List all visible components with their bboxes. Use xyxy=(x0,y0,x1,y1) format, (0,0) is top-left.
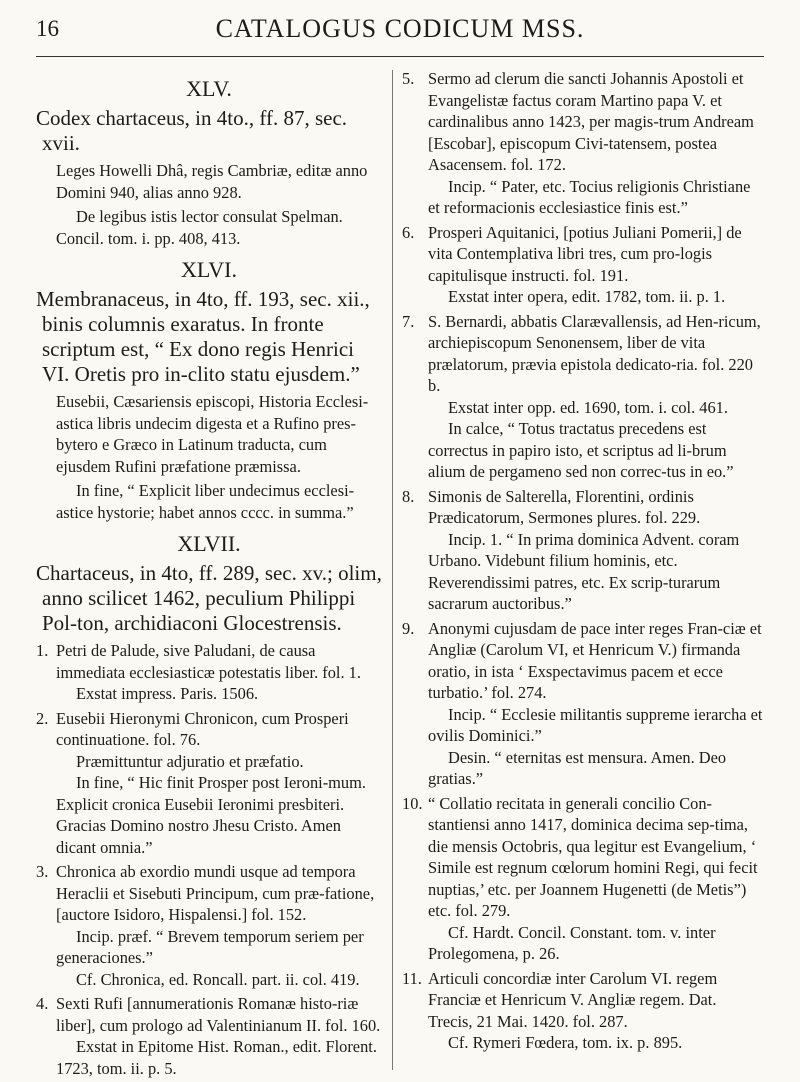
item-text: Articuli concordiæ inter Carolum VI. regem Franciæ et Henricum V. Angliæ regem. Dat. Trecis, 21 Mai. 1420. fol. 287. xyxy=(428,968,718,1031)
item-text: Exstat inter opera, edit. 1782, tom. ii. p. 1. xyxy=(448,287,726,306)
running-title: CATALOGUS CODICUM MSS. xyxy=(215,14,585,43)
item-text: Exstat inter opp. ed. 1690, tom. i. col. 461. xyxy=(448,397,728,417)
list-item xyxy=(402,222,764,308)
entry-heading-xlv: XLV. xyxy=(186,76,232,101)
entry-lead-xlvii: Chartaceus, in 4to, ff. 289, sec. xv.; olim, anno scilicet 1462, peculium Philippi Pol-ton, archidiaconi Glocestrensis. xyxy=(36,561,382,635)
item-text: Cf. Rymeri Fœdera, tom. ix. p. 895. xyxy=(448,1033,683,1052)
item-text: Sermo ad clerum die sancti Johannis Apostoli et Evangelistæ factus coram Martino papa V. et cardinalibus anno 1423, per magis-trum Andream [Escobar], episcopum Civi-tatensem, postea Asacensem. fol. 172. xyxy=(428,69,754,174)
item-number: 5. xyxy=(402,69,415,88)
right-column xyxy=(402,68,764,1057)
list-item xyxy=(402,793,764,965)
item-text: Incip. “ Ecclesie militantis suppreme ierarcha et ovilis Dominici.” xyxy=(428,704,763,745)
item-text: Prosperi Aquitanici, [potius Juliani Pomerii,] de vita Contemplativa libri tres, cum pro-logis capitulisque instructi. fol. 191. xyxy=(428,222,742,285)
item-number: 7. xyxy=(402,311,415,331)
list-item xyxy=(402,311,764,483)
item-text: Chronica ab exordio mundi usque ad tempora Heraclii et Sisebuti Principum, cum præ-fatione, [auctore Isidoro, Hispalensi.] fol. 152. xyxy=(56,862,375,924)
item-text: Cf. Hardt. Concil. Constant. tom. v. inter Prolegomena, p. 26. xyxy=(428,922,716,963)
item-number: 2. xyxy=(36,708,49,728)
column-divider xyxy=(392,70,393,1070)
item-text: Incip. 1. “ In prima dominica Advent. coram Urbano. Videbunt filium hominis, etc. Reverendissimi patres, etc. Ex scrip-turarum sacrarum auctoribus.” xyxy=(428,529,740,613)
item-text: Anonymi cujusdam de pace inter reges Fran-ciæ et Angliæ (Carolum VI, et Henricum V.) firmanda oratio, in ista ‘ Exspectavimus pacem et ecce turbatio.’ fol. 274. xyxy=(428,618,762,702)
list-item xyxy=(36,993,382,1079)
entry-heading-xlvii: XLVII. xyxy=(177,531,241,556)
item-text: Petri de Palude, sive Paludani, de causa immediata ecclesiasticæ potestatis liber. fol. 1. xyxy=(56,641,361,682)
list-item xyxy=(36,861,382,990)
item-text: Sexti Rufi [annumerationis Romanæ histo-riæ liber], cum prologo ad Valentinianum II. fol. 160. xyxy=(56,994,381,1035)
item-number: 8. xyxy=(402,486,415,506)
paragraph: Eusebii, Cæsariensis episcopi, Historia Ecclesi-astica libris undecim digesta et a Rufino pres-bytero e Græco in Latinum traducta, cum ejusdem Rufini præfatione præmissa. xyxy=(56,392,369,476)
item-number: 10. xyxy=(402,793,423,813)
item-text: In fine, “ Hic finit Prosper post Ieroni-mum. Explicit cronica Eusebii Ieronimi presbiteri. Gracias Domino nostro Jhesu Cristo. Amen dicant omnia.” xyxy=(56,773,366,857)
list-item xyxy=(402,68,764,219)
list-item xyxy=(402,486,764,615)
item-number: 4. xyxy=(36,994,49,1013)
page-header xyxy=(0,0,800,60)
item-text: Eusebii Hieronymi Chronicon, cum Prosperi continuatione. fol. 76. xyxy=(56,708,349,749)
item-number: 9. xyxy=(402,618,415,638)
item-text: Incip. præf. “ Brevem temporum seriem per generaciones.” xyxy=(56,926,364,967)
item-text: Desin. “ eternitas est mensura. Amen. Deo gratias.” xyxy=(428,747,727,788)
list-item xyxy=(402,968,764,1054)
item-text: “ Collatio recitata in generali concilio Con-stantiensi anno 1417, dominica decima sep-tima, die mensis Octobris, qua legitur est Evangelium, ‘ Simile est regnum cœlorum homini Regi, qui fecit nuptias,’ etc. per Joannem Hugenetti (de Metis”) etc. fol. 279. xyxy=(428,793,758,920)
paragraph: Leges Howelli Dhâ, regis Cambriæ, editæ anno Domini 940, alias anno 928. xyxy=(56,161,368,202)
item-text: Simonis de Salterella, Florentini, ordinis Prædicatorum, Sermones plures. fol. 229. xyxy=(428,486,701,527)
item-text: Cf. Chronica, ed. Roncall. part. ii. col. 419. xyxy=(76,969,360,989)
item-text: S. Bernardi, abbatis Clarævallensis, ad Hen-ricum, archiepiscopum Senonensem, liber de vita prælatorum, prævia epistola dedicato-ria. fol. 220 b. xyxy=(428,311,761,395)
item-text: Exstat in Epitome Hist. Roman., edit. Florent. 1723, tom. ii. p. 5. xyxy=(56,1037,377,1078)
left-column xyxy=(36,68,382,1082)
item-text: Exstat impress. Paris. 1506. xyxy=(76,684,259,703)
entry-lead-xlv: Codex chartaceus, in 4to., ff. 87, sec. xvii. xyxy=(36,106,348,155)
list-item xyxy=(36,708,382,859)
header-rule xyxy=(36,56,764,57)
item-number: 1. xyxy=(36,641,49,660)
item-text: In calce, “ Totus tractatus precedens est correctus in papiro isto, et scriptus ad li-brum alium de pergameno sed non correc-tus in eo.” xyxy=(428,419,734,481)
entry-lead-xlvi: Membranaceus, in 4to, ff. 193, sec. xii., binis columnis exaratus. In fronte scriptum est, “ Ex dono regis Henrici VI. Oretis pro in-clito statu ejusdem.” xyxy=(36,287,370,386)
list-item xyxy=(402,618,764,790)
item-text: Præmittuntur adjuratio et præfatio. xyxy=(76,751,304,771)
list-item xyxy=(36,640,382,705)
paragraph: De legibus istis lector consulat Spelman. Concil. tom. i. pp. 408, 413. xyxy=(56,207,343,248)
item-number: 11. xyxy=(402,968,422,988)
entry-heading-xlvi: XLVI. xyxy=(180,257,238,282)
item-text: Incip. “ Pater, etc. Tocius religionis Christiane et reformacionis ecclesiastice finis est.” xyxy=(428,176,751,217)
paragraph: In fine, “ Explicit liber undecimus ecclesi-astice hystorie; habet annos cccc. in summa.” xyxy=(56,481,355,522)
item-number: 6. xyxy=(402,222,415,242)
page-number: 16 xyxy=(36,16,59,41)
item-number: 3. xyxy=(36,862,49,881)
